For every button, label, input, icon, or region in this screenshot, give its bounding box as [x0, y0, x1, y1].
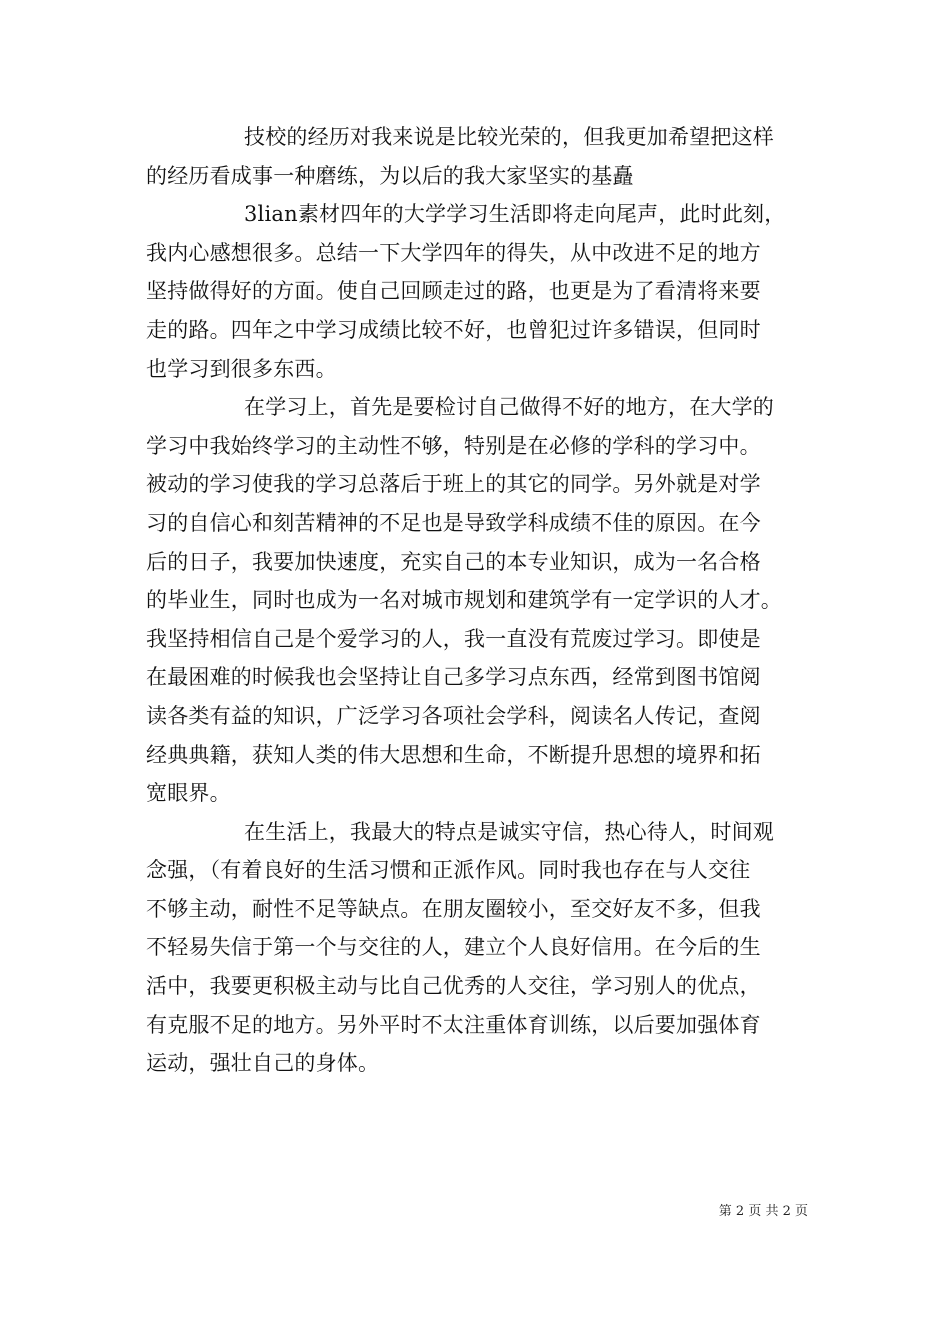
paragraph-first-line: 在生活上，我最大的特点是诚实守信，热心待人，时间观	[244, 819, 774, 844]
text-line: 在最困难的时候我也会坚持让自己多学习点东西，经常到图书馆阅	[146, 665, 761, 690]
text-line: 经典典籍，获知人类的伟大思想和生命，不断提升思想的境界和拓	[146, 742, 761, 767]
text-line: 念强，（有着良好的生活习惯和正派作风。同时我也存在与人交往	[146, 858, 751, 883]
text-line: 我坚持相信自己是个爱学习的人，我一直没有荒废过学习。即使是	[146, 626, 761, 651]
text-line: 后的日子，我要加快速度，充实自己的本专业知识，成为一名合格	[146, 549, 761, 574]
paragraph-first-line: 在学习上，首先是要检讨自己做得不好的地方，在大学的	[244, 395, 774, 420]
text-line: 宽眼界。	[146, 781, 231, 806]
text-line: 运动，强壮自己的身体。	[146, 1051, 380, 1076]
page-number-footer: 第 2 页 共 2 页	[718, 1204, 808, 1219]
text-line: 被动的学习使我的学习总落后于班上的其它的同学。另外就是对学	[146, 472, 761, 497]
text-line: 的经历看成事一种磨练，为以后的我大家坚实的基矗	[146, 163, 634, 188]
text-line: 习的自信心和刻苦精神的不足也是导致学科成绩不佳的原因。在今	[146, 510, 761, 535]
text-line: 读各类有益的知识，广泛学习各项社会学科，阅读名人传记，查阅	[146, 703, 761, 728]
text-line: 我内心感想很多。总结一下大学四年的得失，从中改进不足的地方	[146, 240, 761, 265]
text-line: 坚持做得好的方面。使自己回顾走过的路，也更是为了看清将来要	[146, 279, 761, 304]
text-line: 也学习到很多东西。	[146, 356, 337, 381]
text-line: 学习中我始终学习的主动性不够，特别是在必修的学科的学习中。	[146, 433, 761, 458]
text-line: 走的路。四年之中学习成绩比较不好，也曾犯过许多错误，但同时	[146, 317, 761, 342]
text-line: 的毕业生，同时也成为一名对城市规划和建筑学有一定学识的人才。	[146, 588, 782, 613]
paragraph-first-line: 3lian素材四年的大学学习生活即将走向尾声，此时此刻，	[244, 202, 786, 227]
paragraph-first-line: 技校的经历对我来说是比较光荣的，但我更加希望把这样	[244, 125, 774, 149]
text-line: 不轻易失信于第一个与交往的人，建立个人良好信用。在今后的生	[146, 935, 761, 960]
document-body	[146, 118, 811, 1083]
text-line: 有克服不足的地方。另外平时不太注重体育训练，以后要加强体育	[146, 1012, 761, 1037]
text-line: 活中，我要更积极主动与比自己优秀的人交往，学习别人的优点，	[146, 974, 761, 999]
text-line: 不够主动，耐性不足等缺点。在朋友圈较小，至交好友不多，但我	[146, 896, 761, 921]
